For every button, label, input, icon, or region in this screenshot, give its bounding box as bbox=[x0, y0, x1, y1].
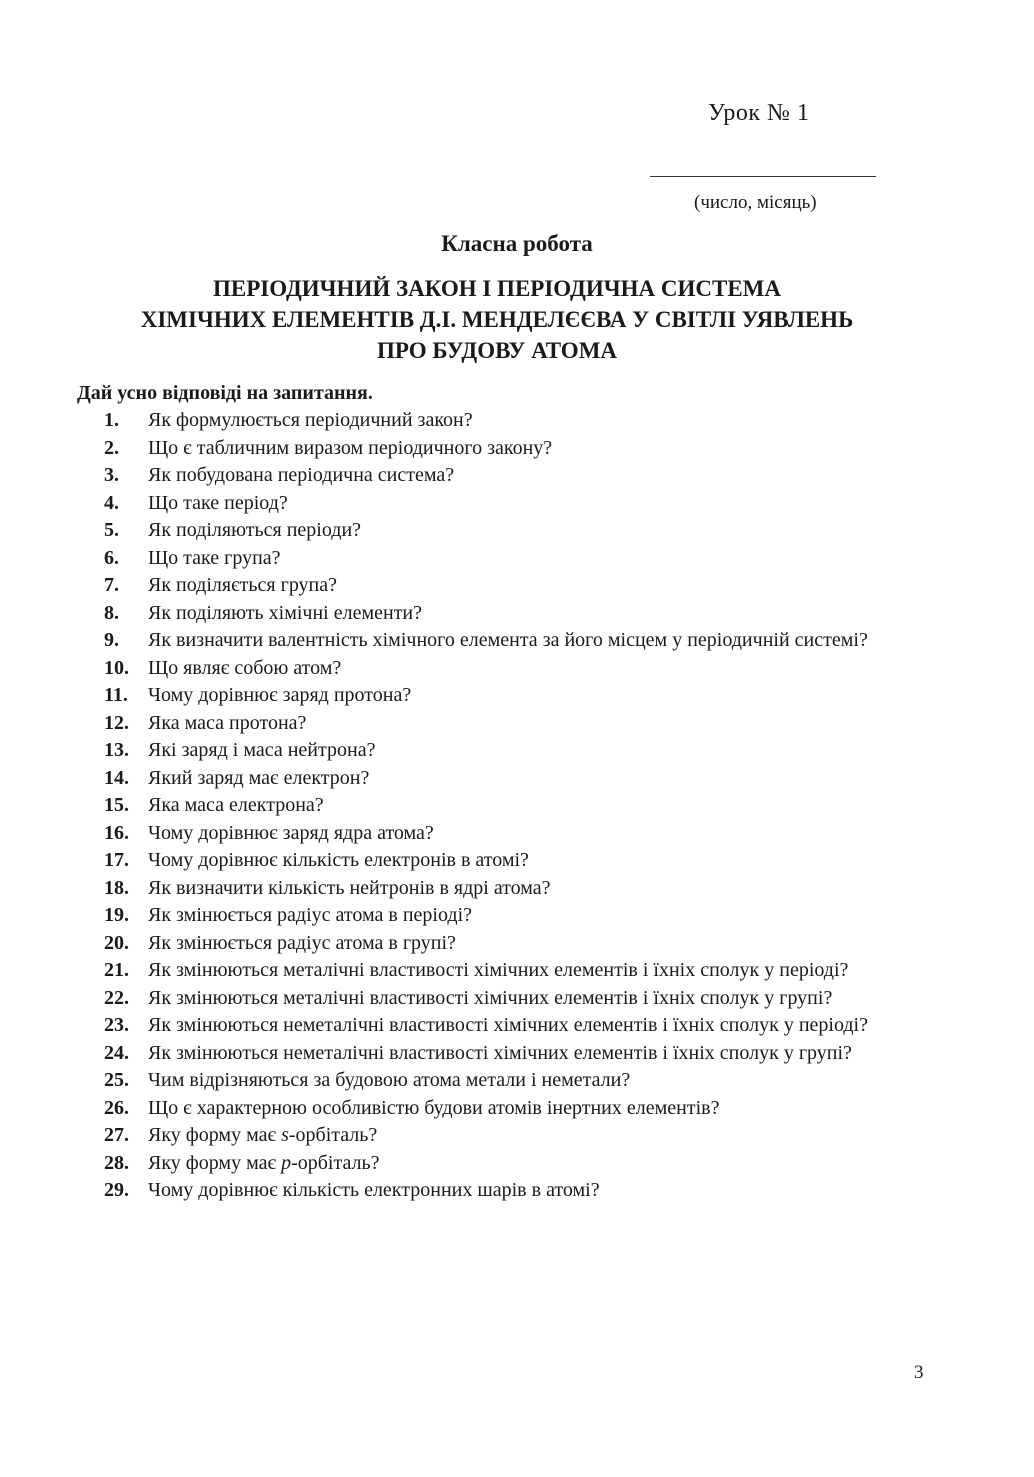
question-text: Як побудована періодична система? bbox=[148, 464, 455, 486]
question-item bbox=[104, 407, 917, 435]
question-item bbox=[104, 1067, 917, 1095]
question-item bbox=[104, 1150, 917, 1178]
question-text: Як змінюються неметалічні властивості хімічних елементів і їхніх сполук у періоді? bbox=[148, 1014, 868, 1036]
question-text: Чому дорівнює заряд протона? bbox=[148, 684, 412, 706]
question-text: Як змінюються неметалічні властивості хімічних елементів і їхніх сполук у групі? bbox=[148, 1041, 852, 1064]
question-number: 9. bbox=[104, 629, 119, 651]
topic-title-line: ПРО БУДОВУ АТОМА bbox=[376, 338, 618, 363]
question-item bbox=[104, 765, 917, 793]
question-item bbox=[104, 820, 917, 848]
date-caption: (число, місяць) bbox=[694, 192, 817, 213]
question-number: 11. bbox=[104, 684, 128, 706]
question-number: 29. bbox=[104, 1179, 129, 1201]
question-item bbox=[104, 985, 917, 1013]
question-text: Як змінюються металічні властивості хімічних елементів і їхніх сполук у періоді? bbox=[148, 959, 849, 981]
question-text: Як поділяються періоди? bbox=[148, 519, 362, 541]
question-text: Як поділяють хімічні елементи? bbox=[148, 601, 423, 624]
question-number: 5. bbox=[104, 519, 119, 541]
question-text: Що таке період? bbox=[148, 491, 288, 514]
question-number: 8. bbox=[104, 601, 119, 624]
question-number: 13. bbox=[104, 739, 129, 761]
question-list bbox=[104, 407, 917, 1205]
question-number: 12. bbox=[104, 711, 129, 734]
question-text: Що є характерною особливістю будови атомів інертних елементів? bbox=[148, 1096, 720, 1119]
question-text: Що є табличним виразом періодичного закону? bbox=[148, 436, 553, 459]
question-item bbox=[104, 875, 917, 903]
question-number: 3. bbox=[104, 464, 119, 486]
question-item bbox=[104, 1040, 917, 1068]
question-item bbox=[104, 682, 917, 710]
question-number: 17. bbox=[104, 849, 129, 871]
question-item bbox=[104, 847, 917, 875]
question-number: 6. bbox=[104, 546, 119, 569]
question-number: 21. bbox=[104, 959, 129, 981]
question-number: 10. bbox=[104, 656, 129, 679]
orbital-symbol: p bbox=[281, 1151, 292, 1174]
question-number: 2. bbox=[104, 436, 119, 459]
question-text: Яка маса протона? bbox=[148, 711, 307, 734]
topic-title-line: ХІМІЧНИХ ЕЛЕМЕНТІВ Д.І. МЕНДЕЛЄЄВА У СВІТЛІ УЯВЛЕНЬ bbox=[140, 307, 854, 332]
question-text: Як змінюються металічні властивості хімічних елементів і їхніх сполук у групі? bbox=[148, 986, 833, 1009]
question-text-part: Яку форму має bbox=[148, 1124, 282, 1146]
question-item bbox=[104, 655, 917, 683]
question-item bbox=[104, 1177, 917, 1205]
orbital-symbol: s bbox=[281, 1124, 289, 1146]
question-text bbox=[148, 1150, 917, 1178]
question-number: 26. bbox=[104, 1096, 129, 1119]
question-text: Який заряд має електрон? bbox=[148, 766, 370, 789]
question-item bbox=[104, 902, 917, 930]
question-item bbox=[104, 545, 917, 573]
lesson-number: Урок № 1 bbox=[708, 100, 810, 126]
question-item bbox=[104, 490, 917, 518]
question-text: Яка маса електрона? bbox=[148, 794, 324, 816]
date-blank-line bbox=[650, 176, 876, 177]
question-number: 16. bbox=[104, 821, 129, 844]
topic-title bbox=[80, 273, 914, 366]
question-item bbox=[104, 737, 917, 765]
question-text: Як змінюється радіус атома в періоді? bbox=[148, 904, 473, 926]
question-number: 4. bbox=[104, 491, 119, 514]
question-item bbox=[104, 462, 917, 490]
question-item bbox=[104, 710, 917, 738]
topic-title-line: ПЕРІОДИЧНИЙ ЗАКОН І ПЕРІОДИЧНА СИСТЕМА bbox=[212, 276, 781, 301]
question-number: 28. bbox=[104, 1151, 129, 1174]
question-number: 19. bbox=[104, 904, 129, 926]
question-item bbox=[104, 517, 917, 545]
question-number: 1. bbox=[104, 409, 119, 431]
question-number: 25. bbox=[104, 1069, 129, 1091]
question-item bbox=[104, 792, 917, 820]
page-number: 3 bbox=[914, 1362, 924, 1383]
question-number: 27. bbox=[104, 1124, 129, 1146]
question-number: 23. bbox=[104, 1014, 129, 1036]
question-text: Як визначити валентність хімічного елемента за його місцем у періодичній системі? bbox=[148, 629, 868, 651]
question-text: Чим відрізняються за будовою атома метали і неметали? bbox=[148, 1069, 631, 1091]
question-item bbox=[104, 572, 917, 600]
question-item bbox=[104, 1012, 917, 1040]
question-text: Як змінюється радіус атома в групі? bbox=[148, 931, 456, 954]
instruction: Дай усно відповіді на запитання. bbox=[77, 382, 373, 404]
question-text-part: Яку форму має bbox=[148, 1151, 282, 1174]
question-text: Чому дорівнює заряд ядра атома? bbox=[148, 821, 434, 844]
question-text: Що являє собою атом? bbox=[148, 656, 342, 679]
question-number: 22. bbox=[104, 986, 129, 1009]
question-text-part: -орбіталь? bbox=[291, 1151, 380, 1174]
question-number: 24. bbox=[104, 1041, 129, 1064]
question-text bbox=[148, 1122, 917, 1150]
question-text: Як визначити кількість нейтронів в ядрі атома? bbox=[148, 876, 551, 899]
question-item bbox=[104, 600, 917, 628]
question-number: 20. bbox=[104, 931, 129, 954]
section-title: Класна робота bbox=[441, 231, 593, 256]
question-text: Які заряд і маса нейтрона? bbox=[148, 739, 376, 761]
question-text: Чому дорівнює кількість електронів в атомі? bbox=[148, 849, 529, 871]
question-item bbox=[104, 1122, 917, 1150]
question-text: Що таке група? bbox=[148, 546, 281, 569]
question-item bbox=[104, 435, 917, 463]
question-number: 18. bbox=[104, 876, 129, 899]
question-text-part: -орбіталь? bbox=[288, 1124, 378, 1146]
question-number: 7. bbox=[104, 574, 119, 596]
question-item bbox=[104, 957, 917, 985]
question-item bbox=[104, 1095, 917, 1123]
question-item bbox=[104, 930, 917, 958]
question-text: Як формулюється періодичний закон? bbox=[148, 409, 473, 431]
question-text: Чому дорівнює кількість електронних шарів в атомі? bbox=[148, 1179, 600, 1201]
question-number: 15. bbox=[104, 794, 129, 816]
question-item bbox=[104, 627, 917, 655]
question-text: Як поділяється група? bbox=[148, 574, 338, 596]
question-number: 14. bbox=[104, 766, 129, 789]
